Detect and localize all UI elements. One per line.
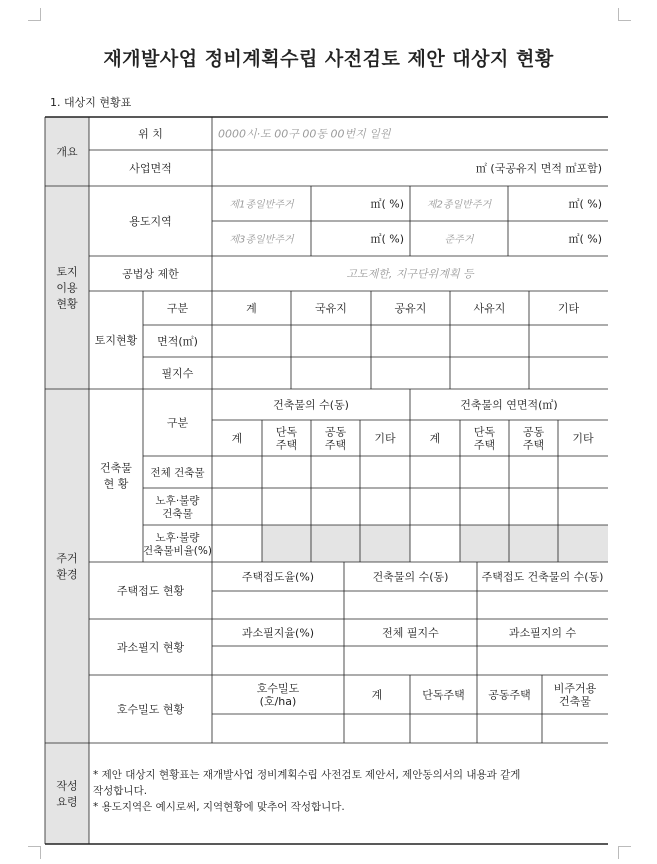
- building-sub-col: 기타: [572, 432, 594, 445]
- zone-name: 제1종일반주거: [229, 199, 294, 211]
- zoning-label: 용도지역: [129, 215, 172, 228]
- note-line: * 용도지역은 예시로써, 지역현황에 맞추어 작성합니다.: [93, 801, 345, 813]
- building-sub-col: 계: [429, 432, 441, 445]
- zone-unit: ㎡( %): [568, 197, 602, 211]
- building-area-header: 건축물의 연면적(㎡): [460, 398, 558, 412]
- household-density-col: 단독주택: [422, 688, 465, 702]
- household-density-col: 공동주택: [488, 688, 531, 702]
- building-row-label: 노후·불량 건축물: [155, 495, 200, 520]
- household-density-col: 호수밀도 (호/ha): [256, 682, 300, 708]
- building-sub-col: 단독 주택: [473, 425, 496, 452]
- land-status-row: 면적(㎡): [157, 335, 198, 348]
- small-lot-label: 과소필지 현황: [116, 641, 185, 654]
- household-density-col: 계: [371, 688, 383, 702]
- building-division-label: 구분: [166, 416, 189, 430]
- land-header: 토지 이용 현황: [56, 265, 78, 311]
- page-title: 재개발사업 정비계획수립 사전검토 제안 대상지 현황: [103, 48, 554, 70]
- road-access-col: 건축물의 수(동): [372, 570, 449, 584]
- legal-value: 고도제한, 지구단위계획 등: [346, 267, 474, 281]
- land-status-col: 사유지: [473, 302, 506, 315]
- small-lot-col: 과소필지의 수: [508, 626, 577, 640]
- housing-header-cell: [45, 389, 89, 743]
- building-count-header: 건축물의 수(동): [273, 398, 349, 412]
- small-lot-col: 과소필지율(%): [241, 626, 315, 640]
- note-line: 작성합니다.: [93, 785, 148, 797]
- zone-unit: ㎡( %): [370, 197, 404, 211]
- zone-name: 준주거: [444, 234, 474, 246]
- land-status-col: 계: [246, 302, 257, 315]
- area-value: ㎡ (국공유지 면적 ㎡포함): [475, 162, 602, 175]
- notes-header-cell: [45, 743, 89, 844]
- building-row-label: 노후·불량 건축물비율(%): [143, 532, 212, 557]
- building-row-label: 전체 건축물: [150, 467, 205, 479]
- land-status-col: 구분: [166, 302, 189, 315]
- land-status-col: 국유지: [315, 302, 347, 315]
- location-value: 0000시·도 00구 00동 00번지 일원: [218, 127, 391, 141]
- building-sub-col: 단독 주택: [275, 425, 298, 452]
- household-density-label: 호수밀도 현황: [116, 703, 185, 716]
- area-label: 사업면적: [129, 162, 172, 175]
- road-access-col: 주택접도 건축물의 수(동): [481, 570, 604, 584]
- location-label: 위 치: [138, 127, 163, 141]
- notes-header: 작성 요령: [56, 779, 78, 809]
- overview-header: 개요: [56, 145, 78, 159]
- zone-unit: ㎡( %): [370, 232, 404, 246]
- building-sub-col: 기타: [374, 432, 396, 445]
- land-status-row: 필지수: [161, 367, 194, 380]
- household-density-col: 비주거용 건축물: [553, 682, 597, 708]
- road-access-col: 주택접도율(%): [241, 570, 315, 584]
- building-sub-col: 계: [231, 432, 243, 445]
- building-sub-col: 공동 주택: [522, 425, 545, 452]
- building-status-label: 건축물 현 황: [100, 461, 132, 491]
- ratio-blank-cell: [262, 525, 410, 562]
- road-access-label: 주택접도 현황: [116, 584, 185, 598]
- land-status-label: 토지현황: [94, 334, 138, 347]
- ratio-blank-cell: [460, 525, 608, 562]
- housing-header: 주거 환경: [56, 552, 78, 581]
- legal-label: 공법상 제한: [122, 267, 179, 281]
- section-title: 1. 대상지 현황표: [50, 96, 132, 109]
- zone-name: 제2종일반주거: [426, 199, 492, 211]
- land-status-col: 기타: [557, 302, 580, 315]
- zone-unit: ㎡( %): [568, 232, 602, 246]
- small-lot-col: 전체 필지수: [382, 626, 439, 640]
- zone-name: 제3종일반주거: [229, 234, 294, 246]
- note-line: * 제안 대상지 현황표는 재개발사업 정비계획수립 사전검토 제안서, 제안동의서의 내용과 같게: [93, 769, 521, 781]
- land-status-col: 공유지: [394, 302, 427, 315]
- building-sub-col: 공동 주택: [324, 425, 347, 452]
